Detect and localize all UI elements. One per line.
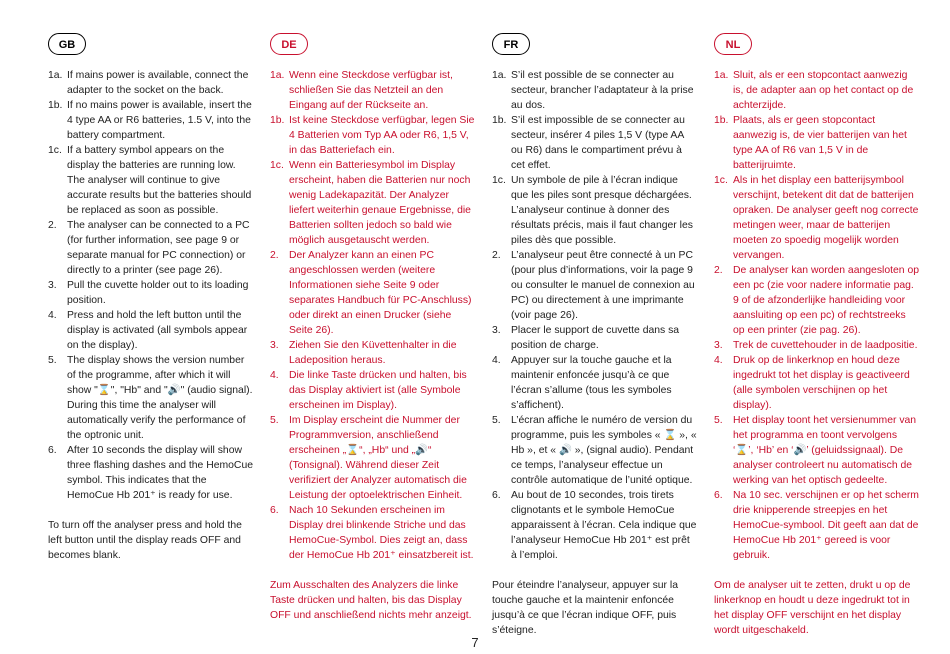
instructions-de — [270, 68, 475, 623]
list-item — [714, 413, 919, 488]
item-text: Trek de cuvettehouder in de laadpositie. — [733, 340, 918, 351]
list-item — [492, 488, 697, 563]
list-item — [270, 368, 475, 413]
item-text: Die linke Taste drücken und halten, bis das Display aktiviert ist (alle Symbole erscheinen im Display). — [289, 370, 467, 411]
item-text: Im Display erscheint die Nummer der Programmversion, anschließend erscheinen „⌛“, „Hb“ und „🔊“ (Tonsignal). Während dieser Zeit verifiziert der Analyzer automatisch die Leistung der optoelektrischen Einheit. — [289, 415, 467, 501]
item-text: If mains power is available, connect the adapter to the socket on the back. — [67, 70, 249, 96]
list-item — [48, 443, 253, 503]
item-text: L’analyseur peut être connecté à un PC (pour plus d’informations, voir la page 9 ou consulter le manuel de connexion au PC) ou directement à une imprimante (voir page 26). — [511, 250, 695, 321]
item-text: Wenn ein Batteriesymbol im Display erscheint, haben die Batterien nur noch wenig Ladekapazität. Der Analyzer liefert weiterhin genaue Ergebnisse, die Batterien sollten jedoch so bald wie möglich ausgetauscht werden. — [289, 160, 471, 246]
item-number: 5. — [492, 415, 501, 426]
language-badge-nl: NL — [714, 33, 752, 55]
item-text: Pull the cuvette holder out to its loading position. — [67, 280, 249, 306]
item-number: 2. — [492, 250, 501, 261]
item-text: The display shows the version number of the programme, after which it will show "⌛", "Hb" and "🔊" (audio signal). During this time the analyser will automatically verify the performance of the optronic unit. — [67, 355, 253, 441]
language-badge-fr: FR — [492, 33, 530, 55]
turn-off-note: To turn off the analyser press and hold the left button until the display reads OFF and becomes blank. — [48, 520, 242, 561]
list-item — [714, 68, 919, 113]
item-number: 5. — [270, 415, 279, 426]
item-number: 2. — [48, 220, 57, 231]
list-item — [270, 158, 475, 248]
instructions-nl — [714, 68, 919, 638]
item-text: Wenn eine Steckdose verfügbar ist, schließen Sie das Netzteil an den Eingang auf der Rückseite an. — [289, 70, 453, 111]
item-number: 1b. — [270, 115, 285, 126]
list-item — [492, 323, 697, 353]
item-number: 1c. — [48, 145, 62, 156]
item-text: Het display toont het versienummer van het programma en toont vervolgens ‘⌛’, ‘Hb’ en ‘🔊’ (geluidssignaal). De analyser controleert nu automatisch de werking van het optisch gedeelte. — [733, 415, 917, 486]
list-item — [48, 218, 253, 278]
item-text: The analyser can be connected to a PC (for further information, see page 9 or separate manual for PC connection) or directly to a printer (see page 26). — [67, 220, 250, 276]
item-number: 5. — [714, 415, 723, 426]
item-text: S’il est impossible de se connecter au secteur, insérer 4 piles 1,5 V (type AA ou R6) dans le compartiment prévu à cet effet. — [511, 115, 685, 171]
list-item — [270, 503, 475, 563]
item-text: If no mains power is available, insert the 4 type AA or R6 batteries, 1.5 V, into the battery compartment. — [67, 100, 252, 141]
turn-off-note: Zum Ausschalten des Analyzers die linke Taste drücken und halten, bis das Display OFF und anschließend nichts mehr anzeigt. — [270, 580, 472, 621]
item-number: 1b. — [492, 115, 507, 126]
instructions-gb — [48, 68, 253, 563]
item-number: 1c. — [714, 175, 728, 186]
item-number: 1c. — [492, 175, 506, 186]
instructions-fr — [492, 68, 697, 638]
language-badge-de: DE — [270, 33, 308, 55]
item-number: 6. — [270, 505, 279, 516]
list-item — [492, 68, 697, 113]
item-text: Ist keine Steckdose verfügbar, legen Sie 4 Batterien vom Typ AA oder R6, 1,5 V, in das Batteriefach ein. — [289, 115, 475, 156]
item-number: 3. — [492, 325, 501, 336]
list-item — [714, 173, 919, 263]
item-number: 1a. — [714, 70, 729, 81]
item-number: 1a. — [48, 70, 63, 81]
item-text: Druk op de linkerknop en houd deze ingedrukt tot het display is geactiveerd (alle symbolen verschijnen op het display). — [733, 355, 910, 411]
item-number: 1a. — [270, 70, 285, 81]
turn-off-note: Pour éteindre l’analyseur, appuyer sur la touche gauche et la maintenir enfoncée jusqu’à ce que l’écran indique OFF, puis s’éteigne. — [492, 580, 678, 636]
item-number: 6. — [492, 490, 501, 501]
item-number: 6. — [48, 445, 57, 456]
list-item — [492, 173, 697, 248]
item-number: 2. — [714, 265, 723, 276]
list-item — [714, 263, 919, 338]
list-item — [270, 113, 475, 158]
item-number: 4. — [714, 355, 723, 366]
item-number: 4. — [48, 310, 57, 321]
item-text: Nach 10 Sekunden erscheinen im Display drei blinkende Striche und das HemoCue-Symbol. Dies zeigt an, dass der HemoCue Hb 201⁺ einsatzbereit ist. — [289, 505, 474, 561]
list-item — [492, 353, 697, 413]
item-text: L’écran affiche le numéro de version du programme, puis les symboles « ⌛ », « Hb », et « 🔊 », (signal audio). Pendant ce temps, l’analyseur effectue un contrôle automatique de l’unité optique. — [511, 415, 697, 486]
list-item — [714, 488, 919, 563]
item-text: S’il est possible de se connecter au secteur, brancher l’adaptateur à la prise au dos. — [511, 70, 694, 111]
list-item — [270, 413, 475, 503]
item-text: Der Analyzer kann an einen PC angeschlossen werden (weitere Informationen siehe Seite 9 oder separates Handbuch für PC-Anschluss) oder direkt an einen Drucker (siehe Seite 26). — [289, 250, 472, 336]
item-number: 3. — [714, 340, 723, 351]
item-number: 1a. — [492, 70, 507, 81]
item-text: Plaats, als er geen stopcontact aanwezig is, de vier batterijen van het type AA of R6 van 1,5 V in de batterijruimte. — [733, 115, 907, 171]
item-text: Als in het display een batterijsymbool verschijnt, betekent dit dat de batterijen opraken. De analyser geeft nog correcte metingen weer, maar de batterijen moeten zo spoedig mogelijk worden vervangen. — [733, 175, 919, 261]
list-item — [48, 68, 253, 98]
list-item — [492, 413, 697, 488]
item-text: Placer le support de cuvette dans sa position de charge. — [511, 325, 680, 351]
language-badge-gb: GB — [48, 33, 86, 55]
item-number: 4. — [492, 355, 501, 366]
item-number: 1b. — [714, 115, 729, 126]
item-text: Sluit, als er een stopcontact aanwezig is, de adapter aan op het contact op de achterzijde. — [733, 70, 914, 111]
list-item — [48, 143, 253, 218]
list-item — [270, 68, 475, 113]
item-text: Un symbole de pile à l’écran indique que les piles sont presque déchargées. L’analyseur continue à donner des résultats précis, mais il faut changer les piles dès que possible. — [511, 175, 693, 246]
list-item — [48, 308, 253, 353]
item-text: Au bout de 10 secondes, trois tirets clignotants et le symbole HemoCue apparaissent à l’écran. Cela indique que l’analyseur HemoCue Hb 201⁺ est prêt à l’emploi. — [511, 490, 697, 561]
turn-off-note: Om de analyser uit te zetten, drukt u op de linkerknop en houdt u deze ingedrukt tot in het display OFF verschijnt en het display wordt uitgeschakeld. — [714, 580, 911, 636]
item-text: Press and hold the left button until the display is activated (all symbols appear on the display). — [67, 310, 248, 351]
item-number: 5. — [48, 355, 57, 366]
item-text: Na 10 sec. verschijnen er op het scherm drie knipperende streepjes en het HemoCue-symbool. Dit geeft aan dat de HemoCue Hb 201⁺ gereed is voor gebruik. — [733, 490, 919, 561]
list-item — [714, 338, 919, 353]
item-number: 4. — [270, 370, 279, 381]
item-number: 6. — [714, 490, 723, 501]
item-text: If a battery symbol appears on the display the batteries are running low. The analyser will continue to give accurate results but the batteries should be replaced as soon as possible. — [67, 145, 252, 216]
list-item — [714, 113, 919, 173]
list-item — [48, 353, 253, 443]
list-item — [270, 248, 475, 338]
item-text: De analyser kan worden aangesloten op een pc (zie voor nadere informatie pag. 9 of de afzonderlijke handleiding voor aansluiting op een pc) of rechtstreeks op een printer (zie pag. 26). — [733, 265, 920, 336]
list-item — [714, 353, 919, 413]
page-number: 7 — [471, 635, 479, 650]
list-item — [492, 248, 697, 323]
list-item — [492, 113, 697, 173]
item-number: 3. — [48, 280, 57, 291]
item-text: Ziehen Sie den Küvettenhalter in die Ladeposition heraus. — [289, 340, 457, 366]
item-number: 1b. — [48, 100, 63, 111]
item-text: After 10 seconds the display will show three flashing dashes and the HemoCue symbol. This indicates that the HemoCue Hb 201⁺ is ready for use. — [67, 445, 253, 501]
item-text: Appuyer sur la touche gauche et la maintenir enfoncée jusqu’à ce que l’écran s’allume (tous les symboles s’affichent). — [511, 355, 672, 411]
list-item — [48, 98, 253, 143]
item-number: 1c. — [270, 160, 284, 171]
list-item — [270, 338, 475, 368]
list-item — [48, 278, 253, 308]
item-number: 3. — [270, 340, 279, 351]
item-number: 2. — [270, 250, 279, 261]
